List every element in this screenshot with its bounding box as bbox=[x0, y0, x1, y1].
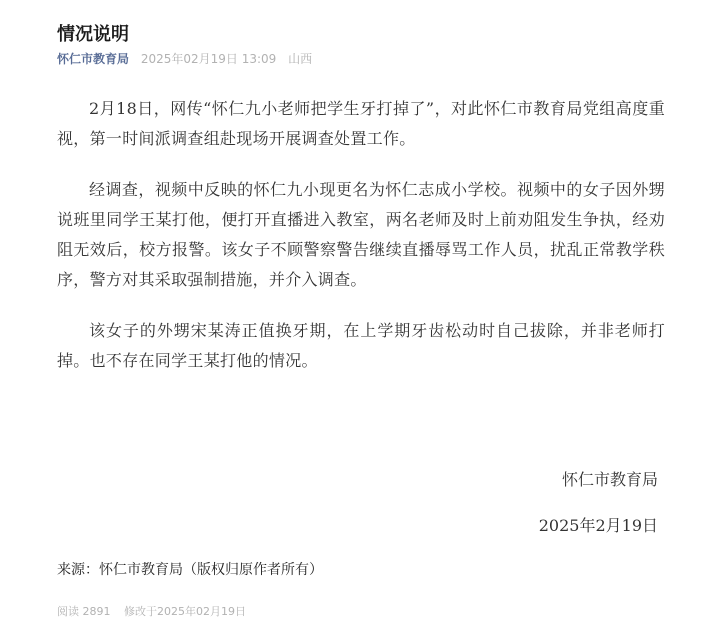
read-count: 阅读 2891 bbox=[57, 605, 111, 618]
article-meta bbox=[57, 50, 312, 68]
signature-date: 2025年2月19日 bbox=[538, 516, 658, 535]
modified-date: 修改于2025年02月19日 bbox=[124, 605, 246, 618]
article-body bbox=[57, 94, 665, 397]
paragraph: 2月18日，网传“怀仁九小老师把学生牙打掉了”，对此怀仁市教育局党组高度重视，第一时间派调查组赴现场开展调查处置工作。 bbox=[57, 99, 665, 148]
publish-location: 山西 bbox=[288, 52, 313, 66]
signature-org: 怀仁市教育局 bbox=[561, 470, 658, 489]
signature-block bbox=[539, 468, 658, 538]
page-title: 情况说明 bbox=[57, 24, 129, 46]
author-link[interactable]: 怀仁市教育局 bbox=[57, 52, 130, 66]
article-footer bbox=[57, 604, 246, 620]
publish-date: 2025年02月19日 13:09 bbox=[140, 52, 277, 66]
paragraph: 经调查，视频中反映的怀仁九小现更名为怀仁志成小学校。视频中的女子因外甥说班里同学王某打他，便打开直播进入教室，两名老师及时上前劝阻发生争执，经劝阻无效后，校方报警。该女子不顾警察警告继续直播辱骂工作人员，扰乱正常教学秩序，警方对其采取强制措施，并介入调查。 bbox=[57, 180, 665, 289]
paragraph: 该女子的外甥宋某涛正值换牙期，在上学期牙齿松动时自己拔除，并非老师打掉。也不存在同学王某打他的情况。 bbox=[57, 321, 665, 370]
source-line: 来源：怀仁市教育局（版权归原作者所有） bbox=[57, 562, 323, 578]
